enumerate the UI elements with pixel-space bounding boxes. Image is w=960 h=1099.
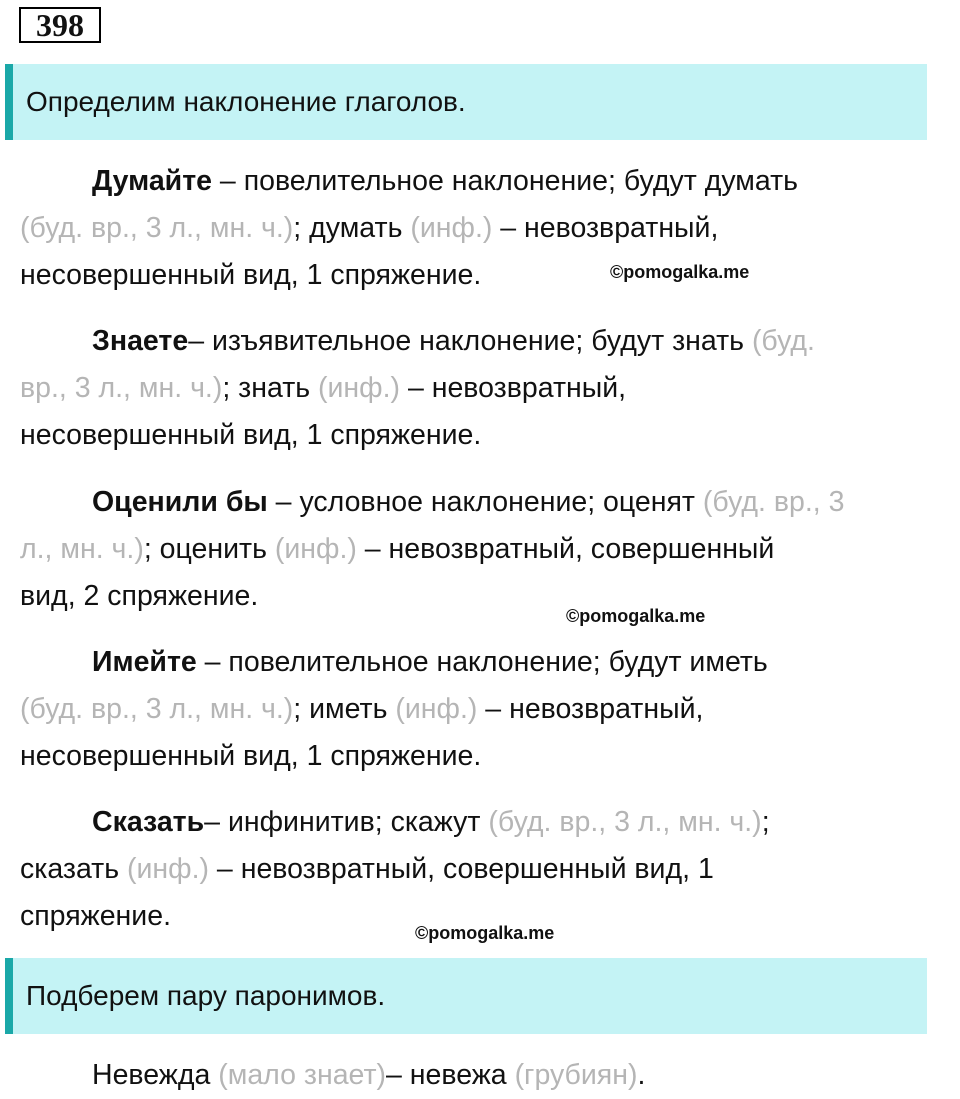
watermark: ©pomogalka.me (415, 923, 555, 943)
section-heading-mood (5, 64, 927, 140)
entry-term: Оценили бы (92, 486, 268, 518)
entry-hint: (инф.) (410, 212, 493, 244)
entry-hint: (буд. вр., 3 л., мн. ч.) (488, 806, 762, 838)
entry-hint: л., мн. ч.) (20, 533, 144, 565)
entry-text: спряжение. (20, 900, 171, 932)
entry-text: – повелительное наклонение; будут думать (212, 165, 798, 197)
entry-text: – невозвратный, совершенный вид, 1 (209, 853, 714, 885)
entry-text: – невозвратный, совершенный (356, 533, 775, 565)
entry-text: – невозвратный, (477, 693, 704, 725)
entry-text: несовершенный вид, 1 спряжение. (20, 740, 482, 772)
entry-znaete (20, 318, 940, 459)
entry-hint: вр., 3 л., мн. ч.) (20, 372, 223, 404)
entry-dumayte (20, 158, 940, 299)
watermark: ©pomogalka.me (566, 606, 706, 626)
entry-text: ; иметь (293, 693, 396, 725)
entry-text: ; оценить (143, 533, 275, 565)
entry-hint: (буд. вр., 3 л., мн. ч.) (20, 212, 294, 244)
entry-hint: (инф.) (127, 853, 210, 885)
entry-text: – повелительное наклонение; будут иметь (196, 646, 768, 678)
entry-term: Сказать (92, 806, 205, 838)
entry-hint: (инф.) (395, 693, 478, 725)
entry-term: Имейте (92, 646, 197, 678)
paronym-end: . (637, 1059, 646, 1091)
entry-text: – инфинитив; скажут (204, 806, 489, 838)
entry-text: сказать (20, 853, 127, 885)
section-heading-text: Определим наклонение глаголов. (26, 86, 466, 117)
entry-text: ; думать (293, 212, 411, 244)
entry-hint: (буд. вр., 3 л., мн. ч.) (20, 693, 294, 725)
entry-text: ; знать (222, 372, 319, 404)
watermark: ©pomogalka.me (610, 262, 750, 282)
entry-term: Думайте (92, 165, 213, 197)
entry-text: вид, 2 спряжение. (20, 580, 259, 612)
entry-hint: (инф.) (318, 372, 401, 404)
paronym-word: – невежа (386, 1059, 515, 1091)
entry-hint: (буд. вр., 3 (702, 486, 845, 518)
paronym-pair (20, 1052, 940, 1099)
paronym-hint: (грубиян) (514, 1059, 638, 1091)
entry-text: несовершенный вид, 1 спряжение. (20, 419, 482, 451)
paronym-word: Невежда (92, 1059, 219, 1091)
task-number: 398 (19, 7, 101, 43)
entry-text: несовершенный вид, 1 спряжение. (20, 259, 482, 291)
entry-imeyte (20, 639, 940, 780)
entry-text: – условное наклонение; оценят (267, 486, 703, 518)
entry-text: – изъявительное наклонение; будут знать (188, 325, 752, 357)
section-heading-text: Подберем пару паронимов. (26, 980, 386, 1011)
entry-text: – невозвратный, (492, 212, 719, 244)
entry-hint: (буд. (751, 325, 815, 357)
entry-term: Знаете (92, 325, 189, 357)
entry-text: ; (761, 806, 770, 838)
section-heading-paronyms (5, 958, 927, 1034)
entry-text: – невозвратный, (400, 372, 627, 404)
paronym-hint: (мало знает) (218, 1059, 387, 1091)
entry-hint: (инф.) (274, 533, 357, 565)
entry-skazat (20, 799, 940, 940)
entry-otsenili-by (20, 479, 940, 620)
